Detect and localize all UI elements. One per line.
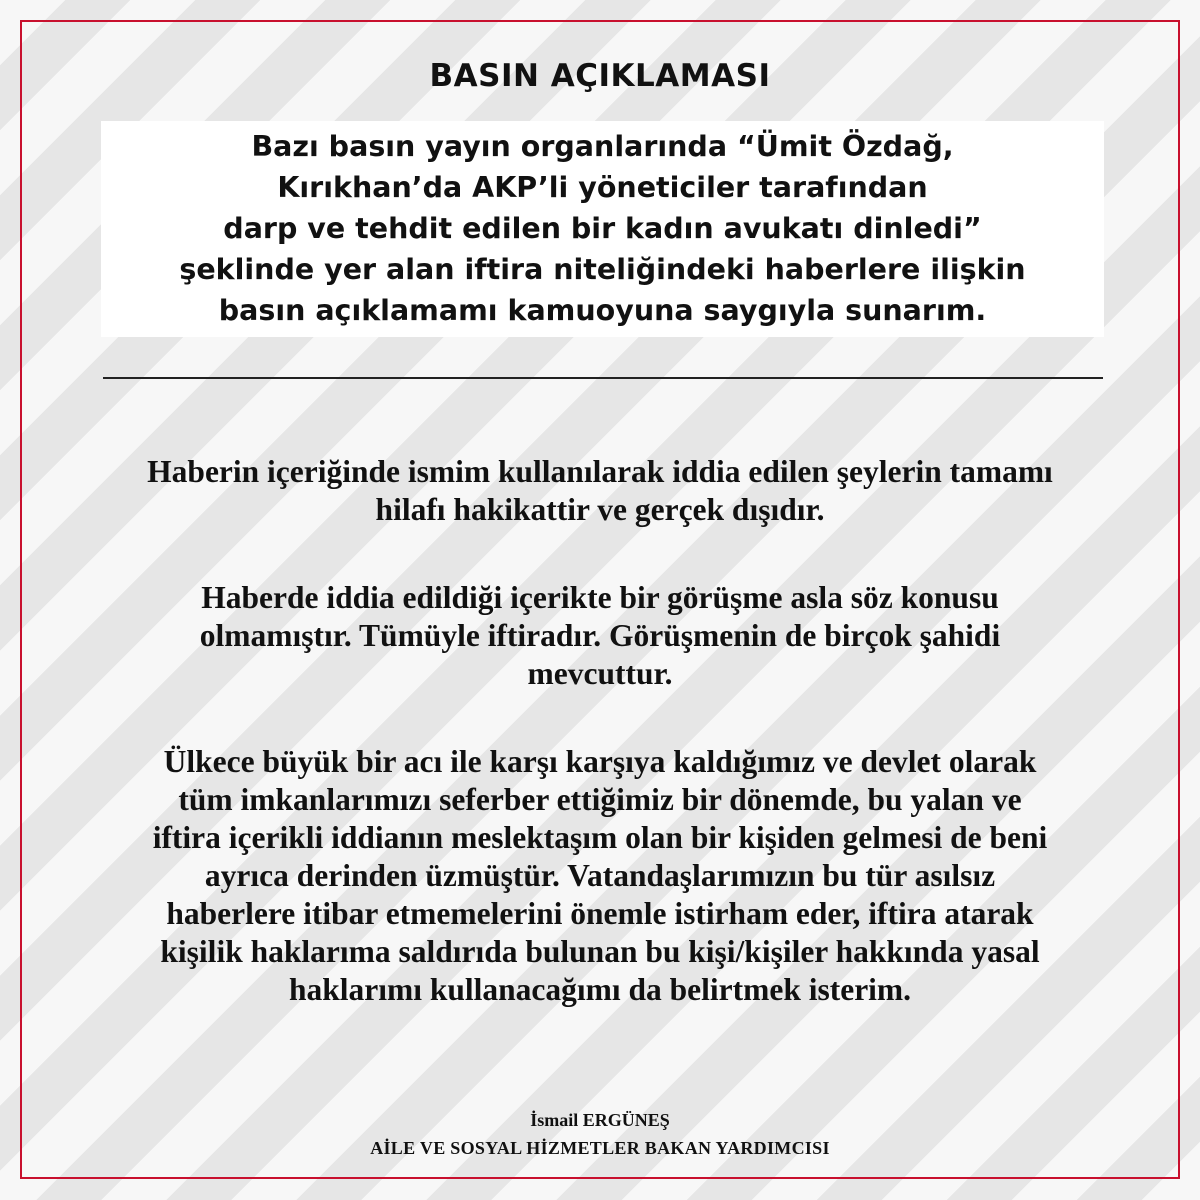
- paragraph-line: haberlere itibar etmemelerini önemle istirham eder, iftira atarak: [166, 896, 1034, 931]
- intro-line: Bazı basın yayın organlarında “Ümit Özdağ,: [251, 130, 954, 163]
- paragraph-line: Haberde iddia edildiği içerikte bir görüşme asla söz konusu: [201, 580, 999, 615]
- intro-statement: [101, 126, 1104, 331]
- paragraph-line: ayrıca derinden üzmüştür. Vatandaşlarımızın bu tür asılsız: [204, 858, 996, 893]
- signature-position: AİLE VE SOSYAL HİZMETLER BAKAN YARDIMCISI: [370, 1138, 830, 1158]
- paragraph-line: tüm imkanlarımızı seferber ettiğimiz bir dönemde, bu yalan ve: [178, 782, 1022, 817]
- body-paragraph-3: [100, 743, 1100, 1009]
- paragraph-line: Haberin içeriğinde ismim kullanılarak iddia edilen şeylerin tamamı: [147, 454, 1053, 489]
- paragraph-line: haklarımı kullanacağımı da belirtmek isterim.: [288, 972, 912, 1007]
- paragraph-line: iftira içerikli iddianın meslektaşım olan bir kişiden gelmesi de beni: [152, 820, 1048, 855]
- body-paragraph-2: [100, 579, 1100, 693]
- intro-line: darp ve tehdit edilen bir kadın avukatı dinledi”: [223, 212, 982, 245]
- intro-line: basın açıklamamı kamuoyuna saygıyla sunarım.: [218, 294, 987, 327]
- signature-name: İsmail ERGÜNEŞ: [530, 1110, 670, 1130]
- intro-line: Kırıkhan’da AKP’li yöneticiler tarafından: [277, 171, 928, 204]
- body-paragraph-1: [100, 453, 1100, 529]
- paragraph-line: olmamıştır. Tümüyle iftiradır. Görüşmenin de birçok şahidi: [199, 618, 1001, 653]
- paragraph-line: Ülkece büyük bir acı ile karşı karşıya kaldığımız ve devlet olarak: [163, 744, 1037, 779]
- paragraph-line: hilafı hakikattir ve gerçek dışıdır.: [375, 492, 825, 527]
- paragraph-line: mevcuttur.: [527, 656, 673, 691]
- paragraph-line: kişilik haklarıma saldırıda bulunan bu kişi/kişiler hakkında yasal: [160, 934, 1040, 969]
- section-divider: [103, 377, 1103, 379]
- intro-line: şeklinde yer alan iftira niteliğindeki haberlere ilişkin: [179, 253, 1026, 286]
- document-title: BASIN AÇIKLAMASI: [429, 58, 771, 94]
